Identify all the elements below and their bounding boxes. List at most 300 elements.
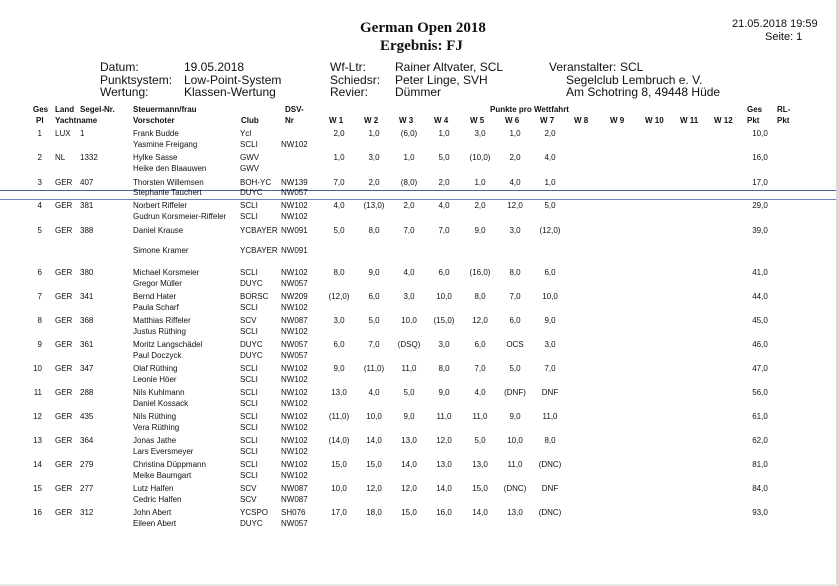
race-score: 11,0 [401,364,417,373]
dsv-number: NW057 [281,188,308,197]
club: SCLI [240,471,258,480]
dsv-number: NW057 [281,279,308,288]
revier-label: Revier: [330,85,369,99]
race-score: 6,0 [333,340,345,349]
sail-number: 381 [80,201,94,210]
race-score: 9,0 [474,226,486,235]
race-score: 5,0 [544,201,556,210]
separator-line [0,199,839,200]
race-score: (DNC) [538,460,562,469]
race-score: 3,0 [333,316,345,325]
race-score: 9,0 [509,412,521,421]
total-points: 39,0 [752,226,768,235]
dsv-number: NW102 [281,364,308,373]
sail-number: 1332 [80,153,98,162]
race-score: 14,0 [436,484,452,493]
col-ges-pkt-2: Pkt [747,116,760,125]
race-score: 9,0 [544,316,556,325]
crew: Paula Scharf [133,303,179,312]
wfltr-label: Wf-Ltr: [330,60,366,74]
col-rl-pkt-2: Pkt [777,116,790,125]
helmsman: Norbert Riffeler [133,201,188,210]
race-score: 2,0 [474,201,486,210]
separator-line [0,190,839,191]
race-score: 2,0 [403,201,415,210]
dsv-number: NW139 [281,178,308,187]
club: YCBAYER [240,246,278,255]
country: GER [55,436,73,445]
crew: Gregor Müller [133,279,182,288]
total-points: 41,0 [752,268,768,277]
helmsman: Nils Rüthing [133,412,177,421]
race-score: 12,0 [472,316,488,325]
total-points: 44,0 [752,292,768,301]
col-race-11: W 11 [680,116,699,125]
club: SCLI [240,140,258,149]
crew: Justus Rüthing [133,327,186,336]
race-score: 2,0 [544,129,556,138]
col-rl-pkt: RL- [777,105,791,114]
total-points: 47,0 [752,364,768,373]
helmsman: Lutz Halfen [133,484,174,493]
crew: Eileen Abert [133,519,177,528]
sail-number: 388 [80,226,94,235]
club: GWV [240,153,260,162]
race-score: 13,0 [401,436,417,445]
crew: Leonie Höer [133,375,177,384]
sail-number: 364 [80,436,94,445]
total-points: 46,0 [752,340,768,349]
col-land: Land [55,105,75,114]
total-points: 17,0 [752,178,768,187]
race-score: 10,0 [366,412,382,421]
race-score: 9,0 [368,268,380,277]
punktsystem-label: Punktsystem: [100,73,173,87]
sail-number: 341 [80,292,94,301]
revier-value: Dümmer [395,85,442,99]
race-score: 4,0 [509,178,521,187]
col-race-8: W 8 [574,116,589,125]
race-score: 10,0 [507,436,523,445]
col-yachtname: Yachtname [55,116,98,125]
sail-number: 380 [80,268,94,277]
total-points: 29,0 [752,201,768,210]
race-score: 8,0 [509,268,521,277]
race-score: 5,0 [438,153,450,162]
club: SCLI [240,364,258,373]
race-score: 12,0 [507,201,523,210]
dsv-number: NW102 [281,436,308,445]
race-score: 11,0 [542,412,558,421]
datum-label: Datum: [100,60,139,74]
race-score: 1,0 [544,178,556,187]
dsv-number: NW102 [281,412,308,421]
col-vorschoter: Vorschoter [133,116,175,125]
col-dsv: DSV- [285,105,304,114]
crew: Heike den Blaauwen [133,164,207,173]
club: SCV [240,495,257,504]
place: 16 [33,508,42,517]
total-points: 62,0 [752,436,768,445]
crew: Lars Eversmeyer [133,447,194,456]
race-score: 10,0 [331,484,347,493]
helmsman: Moritz Langschädel [133,340,203,349]
country: NL [55,153,66,162]
col-race-3: W 3 [399,116,414,125]
event-title: German Open 2018 [360,20,486,36]
country: GER [55,508,73,517]
race-score: 2,0 [438,178,450,187]
wertung-label: Wertung: [100,85,149,99]
dsv-number: NW102 [281,471,308,480]
race-score: 10,0 [542,292,558,301]
veranstalter-club: Segelclub Lembruch e. V. [566,73,703,87]
race-score: 5,0 [474,436,486,445]
total-points: 93,0 [752,508,768,517]
race-score: 15,0 [331,460,347,469]
race-score: 11,0 [436,412,452,421]
race-score: 10,0 [436,292,452,301]
race-score: 14,0 [472,508,488,517]
race-score: 4,0 [333,201,345,210]
race-score: 10,0 [401,316,417,325]
crew: Gudrun Korsmeier-Riffeler [133,212,227,221]
race-score: 13,0 [507,508,523,517]
country: GER [55,364,73,373]
crew: Vera Rüthing [133,423,180,432]
helmsman: Nils Kuhlmann [133,388,185,397]
col-race-12: W 12 [714,116,733,125]
race-score: 8,0 [438,364,450,373]
race-score: (6,0) [400,129,418,138]
race-score: 18,0 [366,508,382,517]
race-score: 7,0 [368,340,380,349]
club: SCLI [240,327,258,336]
dsv-number: NW057 [281,340,308,349]
race-score: 7,0 [333,178,345,187]
col-ges-pl-2: Pl [36,116,44,125]
helmsman: Christina Düppmann [133,460,206,469]
race-score: 1,0 [509,129,521,138]
club: SCV [240,484,257,493]
col-club: Club [241,116,259,125]
helmsman: Jonas Jathe [133,436,177,445]
sail-number: 361 [80,340,94,349]
col-ges-pl: Ges [33,105,49,114]
helmsman: Thorsten Willemsen [133,178,204,187]
race-score: 3,0 [474,129,486,138]
place: 3 [37,178,42,187]
dsv-number: NW087 [281,495,308,504]
dsv-number: NW102 [281,268,308,277]
helmsman: Frank Budde [133,129,179,138]
country: GER [55,201,73,210]
race-score: 12,0 [436,436,452,445]
race-score: 16,0 [436,508,452,517]
total-points: 16,0 [752,153,768,162]
country: GER [55,484,73,493]
dsv-number: NW057 [281,351,308,360]
club: YCSPO [240,508,269,517]
col-race-6: W 6 [505,116,520,125]
crew: Yasmine Freigang [133,140,198,149]
club: SCLI [240,303,258,312]
race-score: 11,0 [507,460,523,469]
col-race-7: W 7 [540,116,555,125]
place: 2 [37,153,42,162]
race-score: (DNC) [503,484,527,493]
place: 9 [37,340,42,349]
veranstalter-address: Am Schotring 8, 49448 Hüde [566,85,721,99]
race-score: 5,0 [333,226,345,235]
race-score: 12,0 [401,484,417,493]
race-score: 15,0 [401,508,417,517]
club: SCLI [240,399,258,408]
race-score: 4,0 [368,388,380,397]
race-score: 7,0 [474,364,486,373]
club: YCBAYER [240,226,278,235]
club: SCV [240,316,257,325]
crew: Simone Kramer [133,246,189,255]
col-race-4: W 4 [434,116,449,125]
helmsman: John Abert [133,508,172,517]
country: GER [55,316,73,325]
sail-number: 1 [80,129,85,138]
sail-number: 368 [80,316,94,325]
dsv-number: NW102 [281,388,308,397]
col-race-1: W 1 [329,116,344,125]
race-score: (DSQ) [397,340,421,349]
race-score: 1,0 [333,153,345,162]
crew: Daniel Kossack [133,399,189,408]
race-score: (13,0) [363,201,385,210]
race-score: 13,0 [436,460,452,469]
race-score: 15,0 [472,484,488,493]
place: 7 [37,292,42,301]
sail-number: 312 [80,508,94,517]
dsv-number: NW102 [281,399,308,408]
race-score: (16,0) [469,268,491,277]
helmsman: Bernd Hater [133,292,177,301]
place: 15 [33,484,42,493]
race-score: OCS [506,340,524,349]
club: SCLI [240,375,258,384]
place: 4 [37,201,42,210]
sail-number: 288 [80,388,94,397]
club: SCLI [240,436,258,445]
club: BORSC [240,292,269,301]
dsv-number: NW102 [281,423,308,432]
race-score: 5,0 [403,388,415,397]
sail-number: 407 [80,178,94,187]
race-score: (12,0) [539,226,561,235]
club: SCLI [240,201,258,210]
race-score: 7,0 [403,226,415,235]
race-score: 9,0 [403,412,415,421]
helmsman: Daniel Krause [133,226,184,235]
country: GER [55,226,73,235]
place: 11 [33,388,42,397]
dsv-number: NW087 [281,484,308,493]
race-score: 13,0 [472,460,488,469]
race-score: 15,0 [366,460,382,469]
club: DUYC [240,188,263,197]
dsv-number: NW102 [281,375,308,384]
country: GER [55,460,73,469]
col-race-9: W 9 [610,116,625,125]
race-score: 3,0 [403,292,415,301]
race-score: 5,0 [509,364,521,373]
race-score: 1,0 [474,178,486,187]
dsv-number: NW102 [281,140,308,149]
col-race-5: W 5 [470,116,485,125]
dsv-number: SH076 [281,508,306,517]
dsv-number: NW209 [281,292,308,301]
total-points: 56,0 [752,388,768,397]
place: 12 [33,412,42,421]
race-score: 12,0 [366,484,382,493]
club: SCLI [240,412,258,421]
club: GWV [240,164,260,173]
race-score: (15,0) [433,316,455,325]
veranstalter-label: Veranstalter: [549,60,617,74]
country: GER [55,268,73,277]
race-score: 8,0 [544,436,556,445]
sail-number: 277 [80,484,94,493]
total-points: 61,0 [752,412,768,421]
dsv-number: NW102 [281,212,308,221]
race-score: 6,0 [438,268,450,277]
club: SCLI [240,212,258,221]
race-score: 3,0 [544,340,556,349]
club: DUYC [240,519,263,528]
race-score: 7,0 [438,226,450,235]
veranstalter-value: SCL [620,60,644,74]
race-score: 4,0 [403,268,415,277]
crew: Stephanie Tauchert [133,188,202,197]
race-score: 8,0 [474,292,486,301]
punktsystem-value: Low-Point-System [184,73,282,87]
place: 1 [37,129,42,138]
country: GER [55,412,73,421]
club: SCLI [240,388,258,397]
total-points: 45,0 [752,316,768,325]
col-punkte-header: Punkte pro Wettfahrt [490,105,569,114]
race-score: 14,0 [401,460,417,469]
place: 14 [33,460,42,469]
race-score: 6,0 [544,268,556,277]
race-score: 3,0 [438,340,450,349]
club: SCLI [240,460,258,469]
race-score: 2,0 [368,178,380,187]
col-race-2: W 2 [364,116,379,125]
race-score: 14,0 [366,436,382,445]
helmsman: Matthias Riffeler [133,316,191,325]
schiedsr-label: Schiedsr: [330,73,381,87]
dsv-number: NW102 [281,303,308,312]
sail-number: 347 [80,364,94,373]
place: 5 [37,226,42,235]
crew: Cedric Halfen [133,495,182,504]
race-score: 4,0 [544,153,556,162]
crew: Meike Baumgart [133,471,192,480]
race-score: 5,0 [368,316,380,325]
schiedsr-value: Peter Linge, SVH [395,73,488,87]
helmsman: Olaf Rüthing [133,364,178,373]
race-score: 4,0 [474,388,486,397]
dsv-number: NW102 [281,460,308,469]
dsv-number: NW091 [281,246,308,255]
race-score: DNF [541,484,559,493]
country: GER [55,178,73,187]
col-ges-pkt: Ges [747,105,763,114]
dsv-number: NW057 [281,519,308,528]
club: DUYC [240,279,263,288]
race-score: 2,0 [509,153,521,162]
race-score: 1,0 [403,153,415,162]
race-score: (11,0) [328,412,350,421]
dsv-number: NW102 [281,447,308,456]
race-score: (8,0) [400,178,418,187]
race-score: (14,0) [328,436,350,445]
race-score: DNF [541,388,559,397]
race-score: (12,0) [328,292,350,301]
race-score: (DNF) [504,388,526,397]
wertung-value: Klassen-Wertung [184,85,276,99]
sail-number: 279 [80,460,94,469]
helmsman: Michael Korsmeier [133,268,200,277]
total-points: 84,0 [752,484,768,493]
race-score: 1,0 [438,129,450,138]
club: SCLI [240,268,258,277]
country: GER [55,388,73,397]
col-steuermann: Steuermann/frau [133,105,197,114]
club: BOH-YC [240,178,272,187]
col-race-10: W 10 [645,116,664,125]
dsv-number: NW102 [281,327,308,336]
race-score: 1,0 [368,129,380,138]
place: 13 [33,436,42,445]
race-score: 7,0 [544,364,556,373]
race-score: 2,0 [333,129,345,138]
race-score: (11,0) [363,364,385,373]
race-score: 7,0 [509,292,521,301]
race-score: 6,0 [474,340,486,349]
race-score: 17,0 [331,508,347,517]
country: GER [55,292,73,301]
club: SCLI [240,423,258,432]
race-score: 3,0 [509,226,521,235]
race-score: 13,0 [331,388,347,397]
dsv-number: NW087 [281,316,308,325]
race-score: 8,0 [368,226,380,235]
race-score: 8,0 [333,268,345,277]
club: Ycl [240,129,252,138]
country: LUX [55,129,71,138]
race-score: (DNC) [538,508,562,517]
sail-number: 435 [80,412,94,421]
dsv-number: NW091 [281,226,308,235]
col-segel-nr: Segel-Nr. [80,105,115,114]
race-score: 9,0 [438,388,450,397]
place: 8 [37,316,42,325]
col-dsv-nr: Nr [285,116,294,125]
place: 10 [33,364,42,373]
page-number: Seite: 1 [765,31,803,43]
total-points: 10,0 [752,129,768,138]
club: DUYC [240,351,263,360]
crew: Paul Doczyck [133,351,182,360]
